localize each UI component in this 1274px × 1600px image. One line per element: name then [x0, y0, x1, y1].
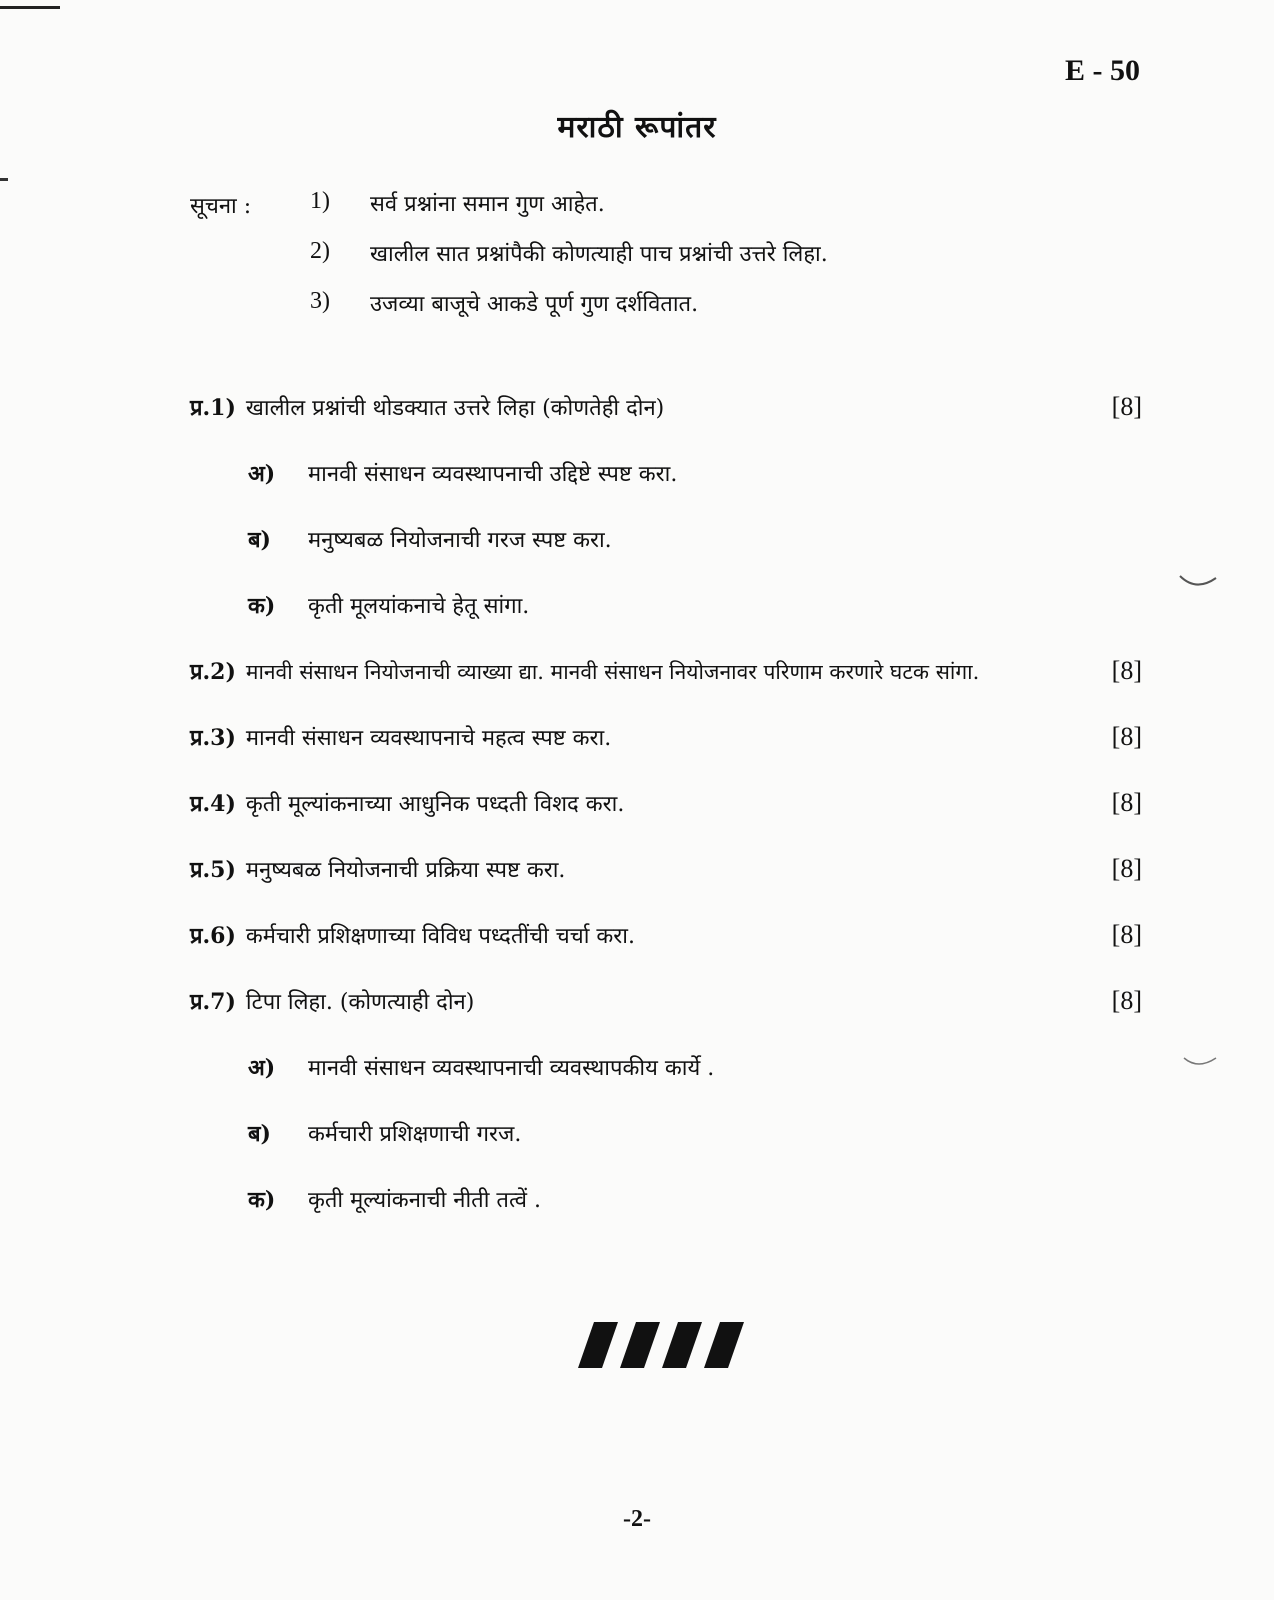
instruction-text: सर्व प्रश्नांना समान गुण आहेत. [370, 192, 605, 217]
instruction-number: 2) [310, 238, 330, 264]
page-number: -2- [623, 1506, 651, 1532]
instruction-text: उजव्या बाजूचे आकडे पूर्ण गुण दर्शवितात. [370, 292, 699, 317]
scan-edge-mark [0, 178, 8, 181]
instruction-number: 3) [310, 288, 330, 314]
question-marks: [8] [1111, 722, 1142, 751]
question-marks: [8] [1111, 656, 1142, 685]
margin-scan-smudge [1178, 570, 1218, 594]
sub-question [248, 458, 677, 488]
sub-question-letter: ब) [248, 1121, 271, 1147]
sub-question [248, 1118, 521, 1148]
sub-question-text: मानवी संसाधन व्यवस्थापनाची उद्दिष्टे स्पष्ट करा. [308, 462, 678, 487]
slash-mark [662, 1322, 702, 1368]
question-number: प्र.1) [190, 395, 236, 421]
slash-mark [620, 1322, 660, 1368]
scan-edge-mark [0, 6, 60, 9]
sub-question [248, 524, 612, 554]
question-4 [190, 788, 1142, 818]
page-code: E - 50 [1065, 54, 1140, 87]
instruction-item [310, 238, 828, 268]
page-title: मराठी रूपांतर [557, 110, 717, 145]
sub-question [248, 1184, 541, 1214]
question-6 [190, 920, 1142, 950]
sub-question-letter: क) [248, 593, 276, 619]
question-2 [190, 656, 1142, 686]
question-5 [190, 854, 1142, 884]
sub-question-letter: ब) [248, 527, 271, 553]
question-marks: [8] [1111, 788, 1142, 817]
question-number: प्र.7) [190, 989, 236, 1015]
question-marks: [8] [1111, 986, 1142, 1015]
instructions-label: सूचना : [190, 194, 252, 219]
instruction-item [310, 288, 698, 318]
question-text: मनुष्यबळ नियोजनाची प्रक्रिया स्पष्ट करा. [245, 858, 566, 883]
question-number: प्र.6) [190, 923, 236, 949]
sub-question-text: कर्मचारी प्रशिक्षणाची गरज. [308, 1122, 522, 1147]
sub-question [248, 1052, 714, 1082]
question-text: कृती मूल्यांकनाच्या आधुनिक पध्दती विशद करा. [245, 792, 625, 817]
slash-mark [704, 1322, 744, 1368]
slash-mark [578, 1322, 618, 1368]
question-7 [190, 986, 1142, 1016]
sub-question-text: कृती मूलयांकनाचे हेतू सांगा. [308, 594, 530, 619]
question-number: प्र.4) [190, 791, 236, 817]
sub-question-letter: क) [248, 1187, 276, 1213]
question-number: प्र.2) [190, 659, 236, 685]
question-text: मानवी संसाधन व्यवस्थापनाचे महत्व स्पष्ट करा. [245, 726, 612, 751]
margin-scan-smudge [1182, 1052, 1218, 1072]
sub-question-letter: अ) [248, 1055, 276, 1081]
sub-question [248, 590, 529, 620]
question-text: मानवी संसाधन नियोजनाची व्याख्या द्या. मानवी संसाधन नियोजनावर परिणाम करणारे घटक सांगा. [245, 660, 980, 684]
sub-question-text: मानवी संसाधन व्यवस्थापनाची व्यवस्थापकीय कार्ये . [308, 1056, 715, 1081]
end-of-paper-mark [578, 1322, 748, 1368]
question-number: प्र.5) [190, 857, 236, 883]
instruction-number: 1) [310, 188, 330, 214]
question-marks: [8] [1111, 854, 1142, 883]
question-marks: [8] [1111, 920, 1142, 949]
instruction-text: खालील सात प्रश्नांपैकी कोणत्याही पाच प्रश्नांची उत्तरे लिहा. [370, 242, 828, 267]
question-3 [190, 722, 1142, 752]
question-marks: [8] [1111, 392, 1142, 421]
question-1 [190, 392, 1142, 422]
question-text: टिपा लिहा. (कोणत्याही दोन) [245, 990, 475, 1015]
question-number: प्र.3) [190, 725, 236, 751]
sub-question-letter: अ) [248, 461, 276, 487]
question-text: कर्मचारी प्रशिक्षणाच्या विविध पध्दतींची चर्चा करा. [245, 924, 635, 949]
instruction-item [310, 188, 605, 218]
sub-question-text: कृती मूल्यांकनाची नीती तत्वें . [308, 1188, 541, 1213]
sub-question-text: मनुष्यबळ नियोजनाची गरज स्पष्ट करा. [308, 528, 612, 553]
question-text: खालील प्रश्नांची थोडक्यात उत्तरे लिहा (कोणतेही दोन) [245, 396, 665, 421]
